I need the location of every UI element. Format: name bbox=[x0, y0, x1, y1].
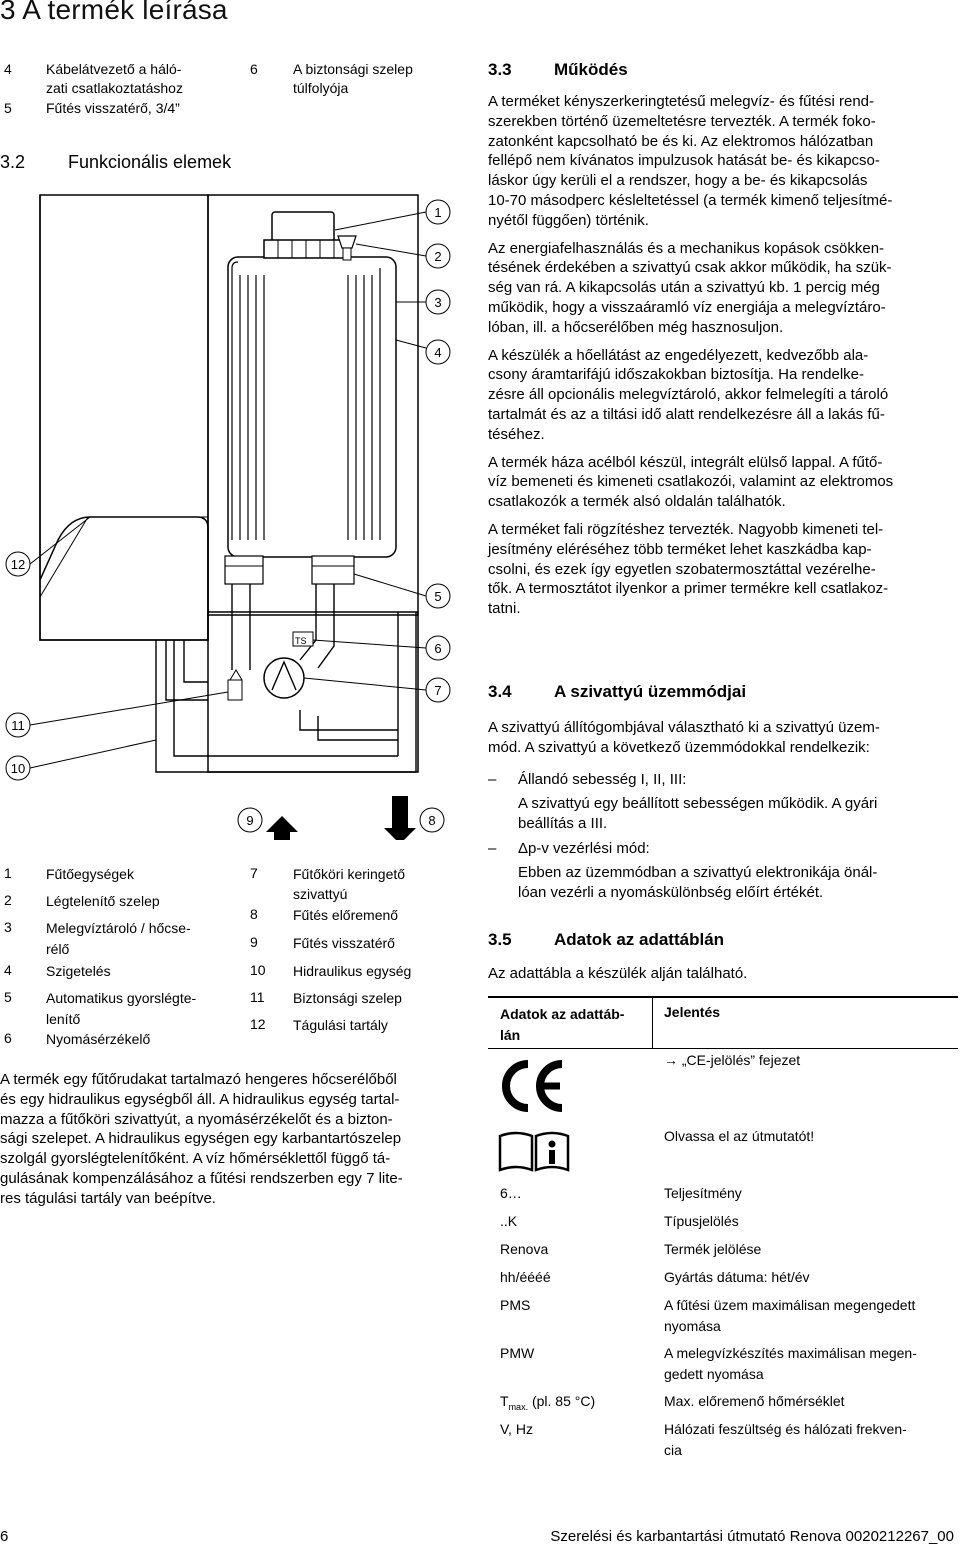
text-line: A terméket fali rögzítéshez tervezték. Nagyobb kimeneti tel- bbox=[488, 520, 884, 538]
legend-num: 9 bbox=[250, 934, 258, 950]
expansion-tank-outline bbox=[40, 195, 208, 640]
legend-text: szivattyú bbox=[293, 886, 348, 902]
paragraph bbox=[488, 92, 958, 231]
heater-flange bbox=[272, 212, 334, 242]
top-list-num: 4 bbox=[4, 61, 12, 77]
text-line: A készülék a hőellátást az engedélyezett, kedvezőbb ala- bbox=[488, 346, 869, 364]
legend-text: Fűtőköri keringető bbox=[293, 866, 406, 882]
text-line: mód. A szivattyú a következő üzemmódokkal rendelkezik: bbox=[488, 738, 870, 756]
text-line: A terméket kényszerkeringtetésű melegvíz- és fűtési rend- bbox=[488, 93, 875, 110]
text-line: 10-70 másodperc késleltetéssel (a termék kimenő teljesítmé- bbox=[488, 191, 893, 209]
read-manual-icon bbox=[498, 1130, 570, 1172]
text-line: jesítmény eléréséhez több terméket lehet kaszkádba kap- bbox=[488, 540, 872, 558]
table-value bbox=[664, 1343, 917, 1385]
section-3-4-intro bbox=[488, 718, 958, 758]
section-title: A szivattyú üzemmódjai bbox=[554, 682, 747, 701]
callout-8: 8 bbox=[428, 813, 436, 828]
legend-num: 6 bbox=[4, 1030, 12, 1046]
callout-6: 6 bbox=[434, 641, 442, 656]
section-title: Működés bbox=[554, 60, 628, 79]
section-heading-3-4 bbox=[488, 682, 747, 702]
ts-label: TS bbox=[295, 636, 307, 646]
text-line: Teljesítmény bbox=[664, 1185, 742, 1201]
text-line: tésének érdekében a szivattyú csak akkor működik, ha szük- bbox=[488, 259, 892, 277]
legend-num: 3 bbox=[4, 919, 12, 935]
section-heading-3-2 bbox=[0, 152, 232, 173]
legend-num: 2 bbox=[4, 892, 12, 908]
text-line: res tágulási tartály van beépítve. bbox=[0, 1189, 216, 1207]
table-row bbox=[488, 1292, 958, 1340]
top-list-text: zati csatlakoztatáshoz bbox=[46, 80, 183, 96]
text-line: cia bbox=[664, 1442, 682, 1458]
top-list-num: 5 bbox=[4, 100, 12, 116]
section-number: 3.4 bbox=[488, 682, 512, 701]
safety-valve bbox=[228, 680, 242, 700]
legend-text: Fűtőegységek bbox=[46, 866, 134, 882]
table-key: 6… bbox=[500, 1185, 522, 1201]
text-line: Típusjelölés bbox=[664, 1213, 739, 1229]
legend-text: rélő bbox=[46, 941, 70, 957]
table-row bbox=[488, 1208, 958, 1236]
text-line: A fűtési üzem maximálisan megengedett bbox=[664, 1297, 916, 1313]
legend-text: Tágulási tartály bbox=[293, 1017, 388, 1033]
table-value bbox=[664, 1239, 761, 1260]
table-key: Renova bbox=[500, 1241, 549, 1257]
text-line: tartalmát és az a tiltási idő alatt rendelkezésre áll a lakás fű- bbox=[488, 405, 885, 423]
nozzle-left bbox=[225, 556, 263, 584]
text-line: zatonként kapcsolható be és ki. Az elektromos hálózatban bbox=[488, 132, 874, 150]
table-row bbox=[488, 1236, 958, 1264]
text-line: téséhez. bbox=[488, 425, 545, 443]
text-line: Az energiafelhasználás és a mechanikus kopások csökken- bbox=[488, 239, 885, 257]
text-line: Hálózati feszültség és hálózati frekven- bbox=[664, 1421, 907, 1437]
pump-mode-list bbox=[488, 770, 958, 903]
section-3-5-intro: Az adattábla a készülék alján található. bbox=[488, 965, 748, 982]
ce-reference bbox=[664, 1052, 800, 1068]
tmax-example: (pl. 85 °C) bbox=[528, 1393, 596, 1409]
table-key: ..K bbox=[500, 1213, 518, 1229]
text-line: tők. A termosztátot ilyenkor a primer termékre kell csatlakoz- bbox=[488, 580, 889, 598]
legend-text: lenítő bbox=[46, 1011, 81, 1027]
tmax-subscript: max. bbox=[508, 1401, 529, 1412]
table-key: PMS bbox=[500, 1297, 531, 1313]
air-vent-stem bbox=[343, 248, 351, 260]
text-line: Ebben az üzemmódban a szivattyú elektronikája önál- bbox=[518, 864, 878, 882]
dash-bullet: – bbox=[488, 840, 497, 858]
section-3-3-body bbox=[488, 92, 958, 619]
section-heading-3-5 bbox=[488, 930, 725, 950]
text-line: gedett nyomása bbox=[664, 1366, 764, 1382]
text-line: fellépő nem kívánatos impulzusok hatását be- és kikapcso- bbox=[488, 152, 880, 170]
legend-num: 1 bbox=[4, 865, 12, 881]
text-line: ség van rá. A kikapcsolás után a szivattyú kb. 1 percig még bbox=[488, 279, 880, 297]
section-title: Funkcionális elemek bbox=[68, 152, 232, 172]
text-line: láskor úgy kerüli el a rendszer, hogy a be- és kikapcsolás bbox=[488, 172, 868, 190]
top-list-text: túlfolyója bbox=[293, 80, 349, 96]
callout-11: 11 bbox=[11, 718, 25, 733]
header-line: lán bbox=[500, 1027, 521, 1043]
ce-reference-text: „CE-jelölés” fejezet bbox=[681, 1052, 801, 1068]
table-header bbox=[488, 996, 958, 1049]
table-value bbox=[664, 1183, 742, 1204]
callout-2: 2 bbox=[434, 249, 442, 264]
legend-text: Fűtés visszatérő bbox=[293, 935, 395, 951]
table-value bbox=[664, 1211, 739, 1232]
left-paragraph bbox=[0, 1070, 470, 1209]
table-key bbox=[500, 1391, 595, 1418]
text-line: mazza a fűtőköri szivattyút, a nyomásérzékelőt és a bizton- bbox=[0, 1110, 393, 1128]
legend-text: Automatikus gyorslégte- bbox=[46, 990, 197, 1006]
text-line: nyomása bbox=[664, 1318, 721, 1334]
table-row bbox=[488, 1180, 958, 1208]
text-line: és egy hidraulikus egységből áll. A hidraulikus egység tartal- bbox=[0, 1090, 400, 1108]
footer-title: Szerelési és karbantartási útmutató Renova 0020212267_00 bbox=[550, 1528, 954, 1545]
text-line: Termék jelölése bbox=[664, 1241, 762, 1257]
text-line: A szivattyú állítógombjával választható ki a szivattyú üzem- bbox=[488, 719, 880, 736]
top-list-text: Kábelátvezető a háló- bbox=[46, 61, 182, 77]
list-item bbox=[488, 839, 958, 902]
table-key: hh/éééé bbox=[500, 1269, 551, 1285]
text-line: A melegvízkészítés maximálisan megen- bbox=[664, 1345, 917, 1361]
page-number: 6 bbox=[0, 1528, 9, 1545]
legend-text: Fűtés előremenő bbox=[293, 907, 399, 923]
text-line: csolni, és ezek így egyetlen szobatermosztáttal vezérelhe- bbox=[488, 560, 876, 578]
table-value bbox=[664, 1391, 845, 1412]
table-value bbox=[664, 1267, 810, 1288]
header-divider bbox=[652, 998, 653, 1048]
text-line: működik, hogy a visszaáramló víz energiája a melegvíztáro- bbox=[488, 298, 886, 316]
section-number: 3.2 bbox=[0, 152, 26, 172]
table-row bbox=[488, 1340, 958, 1388]
table-row-book bbox=[488, 1120, 958, 1180]
text-line: tatni. bbox=[488, 600, 521, 618]
text-line: sági szelepet. A hidraulikus egységen egy karbantartószelep bbox=[0, 1130, 402, 1148]
section-number: 3.5 bbox=[488, 930, 512, 949]
heat-exchanger-cylinder bbox=[228, 257, 396, 557]
text-line: szerekben történő üzemeltetésre tervezték. A termék foko- bbox=[488, 112, 876, 130]
paragraph bbox=[488, 453, 958, 512]
pump-symbol bbox=[264, 658, 304, 698]
text-line: lóan vezérli a nyomáskülönbség előírt értékét. bbox=[518, 883, 824, 901]
text-line: Max. előremenő hőmérséklet bbox=[664, 1393, 845, 1409]
paragraph bbox=[488, 346, 958, 445]
legend-text: Nyomásérzékelő bbox=[46, 1031, 151, 1047]
dash-bullet: – bbox=[488, 771, 497, 788]
text-line: A szivattyú egy beállított sebességen működik. A gyári bbox=[518, 794, 878, 812]
legend-num: 8 bbox=[250, 906, 258, 922]
callout-1: 1 bbox=[434, 205, 442, 220]
callout-5: 5 bbox=[434, 589, 442, 604]
legend-num: 7 bbox=[250, 865, 258, 881]
return-arrow-up bbox=[266, 816, 298, 840]
legend-text: Légtelenítő szelep bbox=[46, 893, 160, 909]
section-number: 3.3 bbox=[488, 60, 512, 79]
top-list-text: Fűtés visszatérő, 3/4” bbox=[46, 100, 180, 116]
expansion-tank bbox=[40, 195, 208, 640]
legend-num: 10 bbox=[250, 962, 266, 978]
paragraph bbox=[488, 239, 958, 338]
functional-elements-diagram bbox=[0, 190, 462, 840]
legend-text: Hidraulikus egység bbox=[293, 963, 412, 979]
table-header-cell bbox=[500, 1004, 624, 1046]
table-row-ce bbox=[488, 1046, 958, 1120]
text-line: csatlakozók a termék alsó oldalán találhatók. bbox=[488, 493, 786, 511]
paragraph bbox=[488, 520, 958, 619]
table-header-cell: Jelentés bbox=[664, 1004, 721, 1020]
callout-3: 3 bbox=[434, 295, 442, 310]
table-key: PMW bbox=[500, 1345, 535, 1361]
text-line: beállítás a III. bbox=[518, 814, 608, 832]
table-row bbox=[488, 1416, 958, 1464]
text-line: A termék egy fűtőrudakat tartalmazó hengeres hőcserélőből bbox=[0, 1071, 397, 1088]
top-list-num: 6 bbox=[250, 61, 258, 77]
read-manual-text: Olvassa el az útmutatót! bbox=[664, 1128, 815, 1144]
text-line: zésre áll opcionális melegvíztároló, akkor felmelegíti a tároló bbox=[488, 386, 889, 404]
text-line: Gyártás dátuma: hét/év bbox=[664, 1269, 810, 1285]
text-line: szolgál gyorslégtelenítőként. A víz hőmérséklettől függő tá- bbox=[0, 1150, 391, 1168]
section-heading-3-3 bbox=[488, 60, 628, 80]
text-line: víz bemeneti és kimeneti csatlakozói, valamint az elektromos bbox=[488, 473, 894, 491]
legend-num: 12 bbox=[250, 1016, 266, 1032]
ce-mark-icon bbox=[498, 1058, 568, 1114]
top-list-text: A biztonsági szelep bbox=[293, 61, 413, 77]
text-line: gulásának kompenzálásához a fűtési rendszerben egy 7 lite- bbox=[0, 1169, 403, 1187]
table-row bbox=[488, 1388, 958, 1416]
table-row bbox=[488, 1264, 958, 1292]
table-value bbox=[664, 1419, 907, 1461]
legend-text: Melegvíztároló / hőcse- bbox=[46, 920, 191, 936]
nozzle-right bbox=[312, 556, 354, 584]
table-value bbox=[664, 1295, 915, 1337]
flow-arrow-down bbox=[384, 796, 416, 840]
header-line: Adatok az adattáb- bbox=[500, 1006, 625, 1022]
table-key: V, Hz bbox=[500, 1421, 533, 1437]
arrow-right-icon: → bbox=[664, 1052, 678, 1068]
page-title: 3 A termék leírása bbox=[0, 0, 228, 25]
text-line: A termék háza acélból készül, integrált elülső lappal. A fűtő- bbox=[488, 453, 883, 471]
tmax-symbol: T bbox=[500, 1393, 509, 1409]
list-item-head: Állandó sebesség I, II, III: bbox=[518, 771, 687, 788]
callout-10: 10 bbox=[10, 761, 26, 776]
callout-7: 7 bbox=[434, 683, 442, 698]
heater-nut bbox=[264, 240, 344, 258]
list-item bbox=[488, 770, 958, 833]
callout-12: 12 bbox=[10, 557, 26, 572]
legend-num: 5 bbox=[4, 989, 12, 1005]
legend-num: 11 bbox=[250, 989, 265, 1005]
callout-9: 9 bbox=[246, 813, 254, 828]
legend-text: Biztonsági szelep bbox=[293, 990, 402, 1006]
text-line: csony áramtarifájú időszakokban biztosítja. Ha rendelke- bbox=[488, 366, 865, 384]
callout-4: 4 bbox=[434, 345, 442, 360]
text-line: lóban, ill. a hőcserélőben még hasznosuljon. bbox=[488, 318, 784, 336]
legend-num: 4 bbox=[4, 962, 12, 978]
list-item-head: Δp-v vezérlési mód: bbox=[518, 840, 650, 858]
section-title: Adatok az adattáblán bbox=[554, 930, 725, 949]
text-line: nyétől függően) történik. bbox=[488, 211, 649, 229]
legend-text: Szigetelés bbox=[46, 963, 111, 979]
